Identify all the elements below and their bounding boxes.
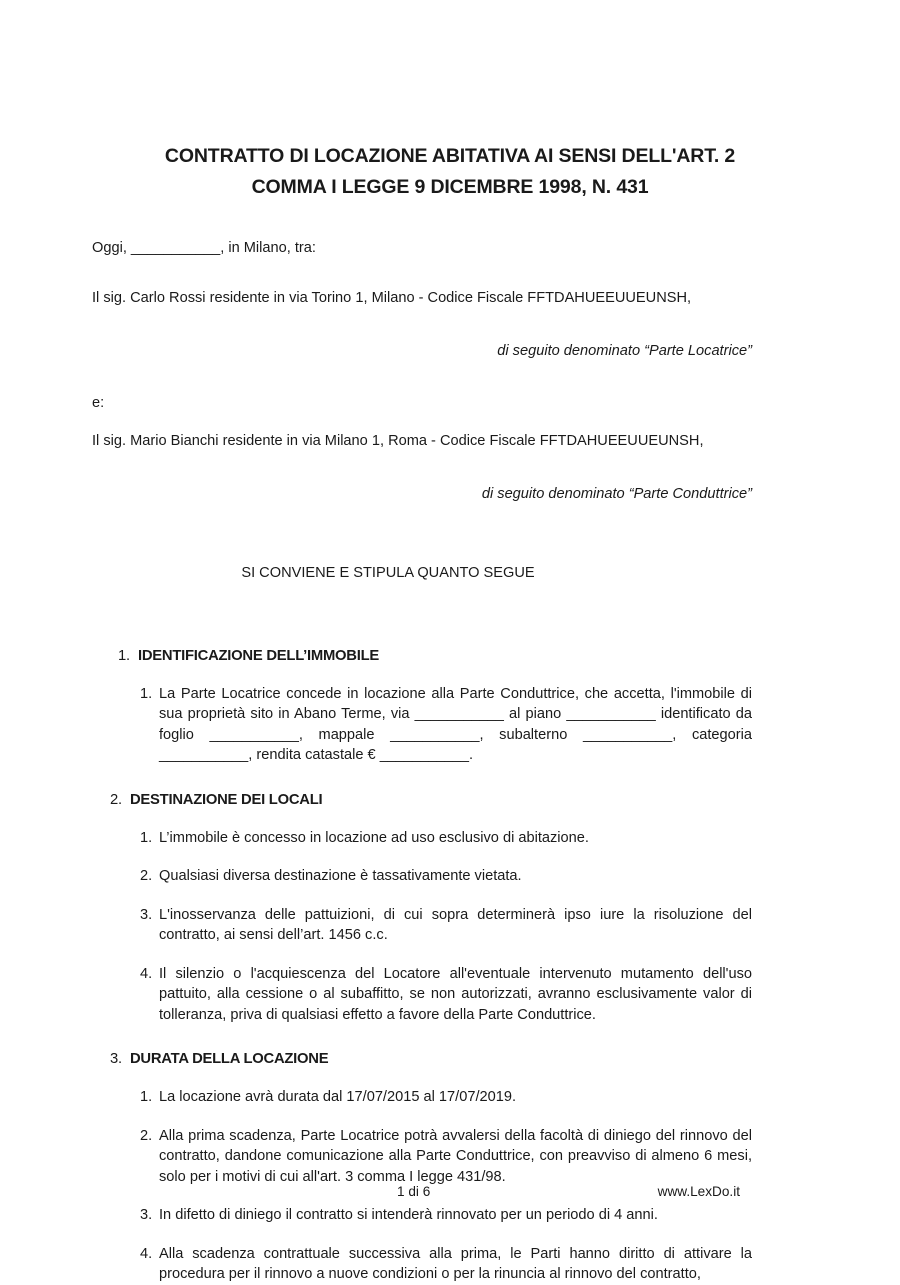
list-item-number: 1. (140, 829, 153, 846)
list-item-text: Qualsiasi diversa destinazione è tassativamente vietata. (159, 868, 522, 885)
section-items (92, 828, 752, 1026)
spacer (92, 258, 752, 288)
spacer (92, 518, 752, 548)
list-item-text: L’immobile è concesso in locazione ad uso esclusivo di abitazione. (159, 829, 589, 846)
spacer (92, 413, 752, 431)
section-durata-della-locazione (92, 1049, 752, 1285)
document-title-line-2: COMMA I LEGGE 9 DICEMBRE 1998, N. 431 (251, 176, 649, 199)
spacer (92, 1025, 752, 1049)
list-item-number: 2. (140, 1127, 153, 1144)
list-item-number: 1. (140, 1089, 153, 1106)
section-identificazione-dellimmobile (92, 646, 752, 766)
spacer (92, 308, 752, 326)
footer-website: www.LexDo.it (657, 1184, 740, 1199)
document-body (92, 238, 752, 1285)
section-heading (110, 790, 752, 810)
section-number: 3. (110, 1051, 122, 1068)
section-heading-text: DESTINAZIONE DEI LOCALI (130, 791, 323, 808)
party-locatrice-label: di seguito denominato “Parte Locatrice” (497, 342, 752, 359)
section-heading (118, 646, 752, 666)
spacer (92, 766, 752, 790)
list-item-number: 4. (140, 1245, 153, 1262)
list-item-text: L'inosservanza delle pattuizioni, di cui sopra determinerà ipso iure la risoluzione del contratto, ai sensi dell’art. 1456 c.c. (159, 906, 752, 944)
list-item (92, 866, 752, 887)
party-conduttrice-label: di seguito denominato “Parte Conduttrice” (481, 485, 752, 502)
page-indicator: 1 di 6 (397, 1184, 431, 1199)
list-item-number: 3. (140, 1207, 153, 1224)
section-heading-text: DURATA DELLA LOCAZIONE (130, 1051, 329, 1068)
document-title (95, 141, 805, 203)
list-item (92, 1087, 752, 1108)
list-item-text: In difetto di diniego il contratto si intenderà rinnovato per un periodo di 4 anni. (159, 1207, 658, 1224)
intro-conjunction: e: (92, 395, 105, 412)
section-items (92, 684, 752, 766)
section-heading-text: IDENTIFICAZIONE DELL’IMMOBILE (138, 647, 380, 664)
spacer (92, 598, 752, 646)
list-item-text: Alla scadenza contrattuale successiva alla prima, le Parti hanno diritto di attivare la procedura per il rinnovo a nuove condizioni o per la rinuncia al rinnovo del contratto, (159, 1245, 752, 1283)
stipulation-line: SI CONVIENE E STIPULA QUANTO SEGUE (241, 564, 535, 581)
spacer (92, 375, 752, 393)
list-item (92, 905, 752, 946)
intro-date-line: Oggi, ___________, in Milano, tra: (92, 240, 316, 256)
party-conduttrice-line: Il sig. Mario Bianchi residente in via Milano 1, Roma - Codice Fiscale FFTDAHUEEUUEUNSH, (92, 433, 704, 450)
list-item-number: 4. (140, 965, 153, 982)
list-item-number: 1. (140, 685, 153, 702)
list-item (92, 964, 752, 1026)
party-locatrice-line: Il sig. Carlo Rossi residente in via Torino 1, Milano - Codice Fiscale FFTDAHUEEUUEUNSH, (92, 290, 692, 306)
list-item-number: 2. (140, 868, 153, 885)
list-item-text: Alla prima scadenza, Parte Locatrice potrà avvalersi della facoltà di diniego del rinnovo del contratto, dandone comunicazione alla Parte Conduttrice, con preavviso di almeno 6 mesi, solo per i motivi di cui all'art. 3 comma I legge 431/98. (159, 1127, 752, 1185)
list-item (92, 1126, 752, 1188)
section-number: 1. (118, 647, 130, 664)
list-item-number: 3. (140, 906, 153, 923)
section-destinazione-dei-locali (92, 790, 752, 1026)
list-item (92, 1244, 752, 1285)
section-number: 2. (110, 791, 122, 808)
list-item-text: La Parte Locatrice concede in locazione alla Parte Conduttrice, che accetta, l'immobile di sua proprietà sito in Abano Terme, via ___________ al piano ___________ identificato da foglio ___________, mappale ___________, subalterno ___________, categoria ___________, rendita catastale € ___________. (159, 685, 752, 764)
list-item-text: Il silenzio o l'acquiescenza del Locatore all'eventuale intervenuto mutamento dell'uso pattuito, alla cessione o al subaffitto, se non autorizzati, avranno esclusivamente valor di tolleranza, priva di qualsiasi effetto a favore della Parte Conduttrice. (159, 965, 752, 1023)
document-title-line-1: CONTRATTO DI LOCAZIONE ABITATIVA AI SENSI DELL'ART. 2 (164, 145, 736, 168)
list-item (92, 828, 752, 849)
list-item (92, 1205, 752, 1226)
section-heading (110, 1049, 752, 1069)
spacer (92, 451, 752, 469)
page-footer (92, 1182, 752, 1202)
list-item (92, 684, 752, 766)
list-item-text: La locazione avrà durata dal 17/07/2015 al 17/07/2019. (159, 1089, 517, 1106)
